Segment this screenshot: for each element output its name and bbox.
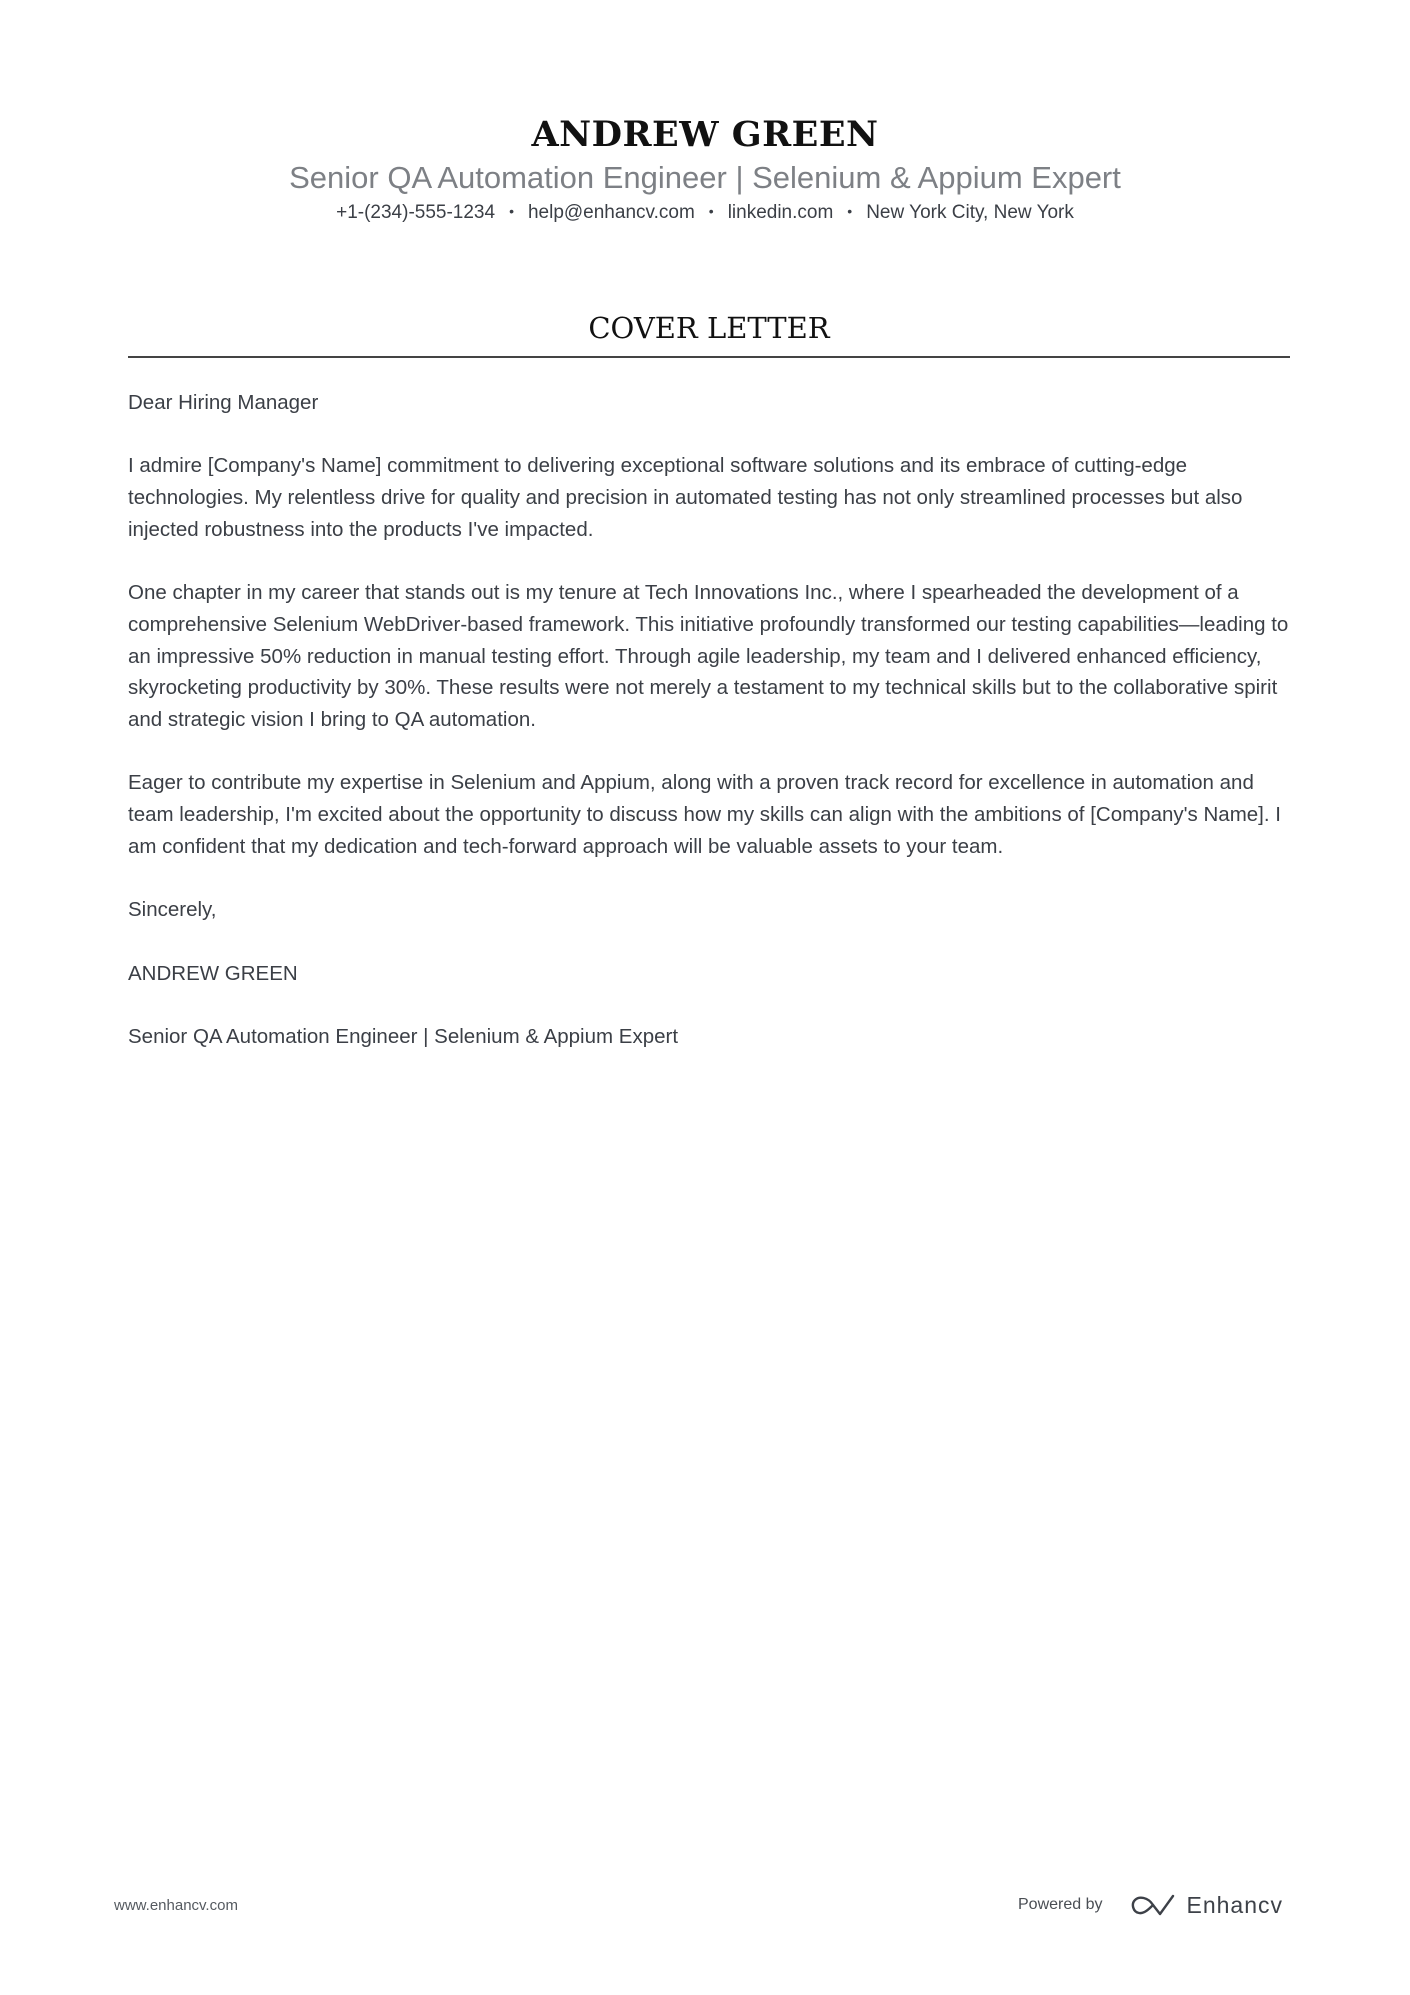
footer-branding <box>1018 1885 1283 1925</box>
letter-paragraph: Eager to contribute my expertise in Selenium and Appium, along with a proven track record for excellence in automation and team leadership, I'm excited about the opportunity to discuss how my skills can align with the ambitions of [Company's Name]. I am confident that my dedication and tech-forward approach will be valuable assets to your team. <box>128 771 1281 858</box>
contact-separator: • <box>847 203 853 219</box>
contact-location: New York City, New York <box>866 202 1074 223</box>
title-divider <box>128 356 1290 358</box>
letter-paragraph: I admire [Company's Name] commitment to delivering exceptional software solutions and its embrace of cutting-edge technologies. My relentless drive for quality and precision in automated testing has not only streamlined processes but also injected robustness into the products I've impacted. <box>128 454 1243 541</box>
letter-greeting: Dear Hiring Manager <box>128 391 319 414</box>
contact-phone: +1-(234)-555-1234 <box>336 202 496 223</box>
letter-closing: Sincerely, <box>128 898 217 922</box>
brand-name: Enhancv <box>1186 1891 1284 1918</box>
contact-linkedin: linkedin.com <box>727 202 834 223</box>
contact-separator: • <box>708 203 714 219</box>
letter-paragraph: One chapter in my career that stands out is my tenure at Tech Innovations Inc., where I spearheaded the development of a comprehensive Selenium WebDriver-based framework. This initiative profoundly transformed our testing capabilities—leading to an impressive 50% reduction in manual testing effort. Through agile leadership, my team and I delivered enhanced efficiency, skyrocketing productivity by 30%. These results were not merely a testament to my technical skills but to the collaborative spirit and strategic vision I bring to QA automation. <box>128 581 1289 731</box>
contact-line <box>0 198 1410 226</box>
applicant-name: ANDREW GREEN <box>531 114 879 155</box>
contact-separator: • <box>509 203 514 219</box>
signature-name: ANDREW GREEN <box>128 961 298 985</box>
applicant-headline: Senior QA Automation Engineer | Selenium & Appium Expert <box>289 160 1121 195</box>
signature-title: Senior QA Automation Engineer | Selenium & Appium Expert <box>128 1024 679 1048</box>
letter-header <box>0 112 1410 226</box>
enhancv-logo-icon <box>1129 1892 1177 1918</box>
powered-by-label: Powered by <box>1018 1896 1103 1913</box>
footer-website: www.enhancv.com <box>114 1897 238 1914</box>
cover-letter-title: COVER LETTER <box>588 311 830 345</box>
letter-body <box>128 387 1294 1084</box>
contact-email: help@enhancv.com <box>527 202 695 223</box>
